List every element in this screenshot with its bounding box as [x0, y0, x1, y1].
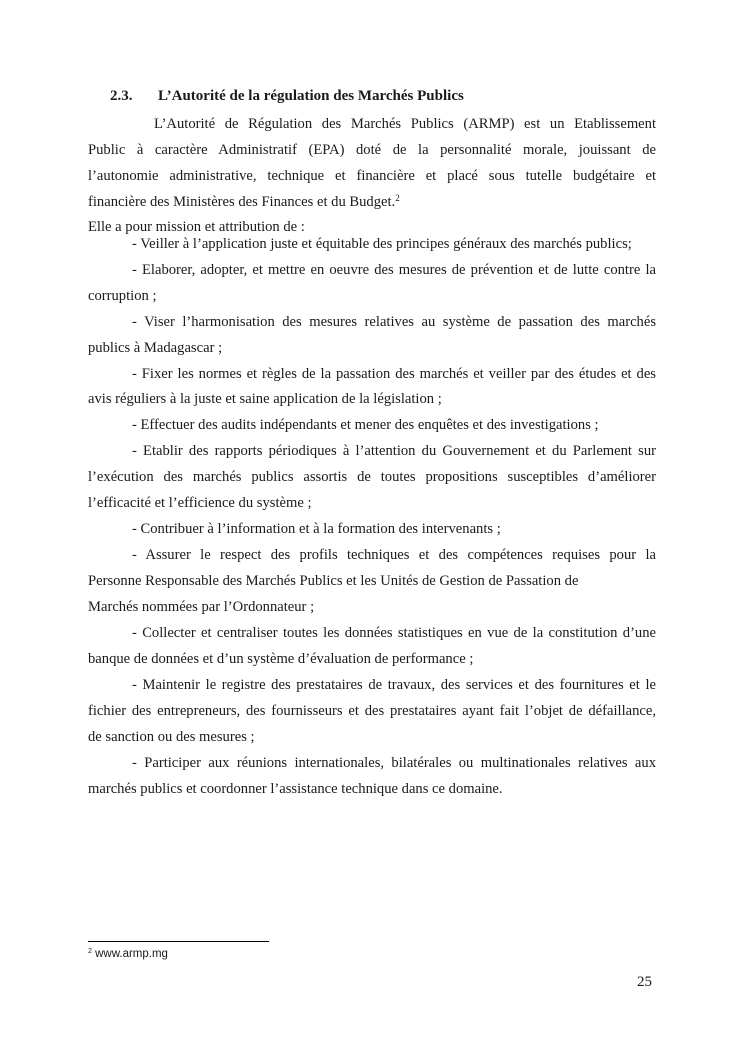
list-item-continuation: Marchés nommées par l’Ordonnateur ;: [88, 599, 315, 615]
paragraph-line-text: financière des Ministères des Finances et du Budget.: [88, 194, 396, 210]
paragraph-line: [88, 193, 400, 211]
list-item-continuation: Personne Responsable des Marchés Publics et les Unités de Gestion de Passation de: [88, 573, 579, 589]
list-item-continuation: fichier des entrepreneurs, des fournisseurs et des prestataires ayant fait l’objet de défaillance,: [88, 703, 656, 719]
list-item-continuation: l’exécution des marchés publics assortis de toutes propositions susceptibles d’améliorer: [88, 469, 656, 485]
mission-intro: Elle a pour mission et attribution de :: [88, 219, 305, 235]
page-number: 25: [637, 974, 652, 990]
list-item: - Fixer les normes et règles de la passation des marchés et veiller par des études et des: [132, 366, 656, 382]
list-item: - Collecter et centraliser toutes les données statistiques en vue de la constitution d’une: [132, 625, 656, 641]
list-item-continuation: l’efficacité et l’efficience du système ;: [88, 495, 312, 511]
list-item-continuation: publics à Madagascar ;: [88, 340, 223, 356]
paragraph-line: l’autonomie administrative, technique et financière et placé sous tutelle budgétaire et: [88, 168, 656, 184]
list-item: - Elaborer, adopter, et mettre en oeuvre des mesures de prévention et de lutte contre la: [132, 262, 656, 278]
section-heading: [110, 88, 464, 105]
paragraph-line: Public à caractère Administratif (EPA) doté de la personnalité morale, jouissant de: [88, 142, 656, 158]
list-item: - Participer aux réunions internationales, bilatérales ou multinationales relatives aux: [132, 755, 656, 771]
footnote-link[interactable]: www.armp.mg: [95, 948, 168, 960]
list-item: - Viser l’harmonisation des mesures relatives au système de passation des marchés: [132, 314, 656, 330]
list-item: - Veiller à l’application juste et équitable des principes généraux des marchés publics;: [132, 236, 632, 252]
list-item-continuation: marchés publics et coordonner l’assistance technique dans ce domaine.: [88, 781, 503, 797]
list-item: - Assurer le respect des profils techniques et des compétences requises pour la: [132, 547, 656, 563]
list-item-continuation: avis réguliers à la juste et saine application de la législation ;: [88, 391, 442, 407]
list-item-continuation: de sanction ou des mesures ;: [88, 729, 255, 745]
footnote-divider: [88, 941, 269, 942]
paragraph-line: L’Autorité de Régulation des Marchés Publics (ARMP) est un Etablissement: [154, 116, 656, 132]
footnote: [88, 948, 168, 960]
list-item: - Etablir des rapports périodiques à l’attention du Gouvernement et du Parlement sur: [132, 443, 656, 459]
list-item: - Maintenir le registre des prestataires de travaux, des services et des fournitures et le: [132, 677, 656, 693]
list-item-continuation: banque de données et d’un système d’évaluation de performance ;: [88, 651, 474, 667]
section-number: 2.3.: [110, 88, 133, 104]
footnote-reference[interactable]: 2: [395, 193, 400, 203]
list-item: - Effectuer des audits indépendants et mener des enquêtes et des investigations ;: [132, 417, 599, 433]
section-title: L’Autorité de la régulation des Marchés Publics: [158, 88, 464, 104]
footnote-mark: 2: [88, 948, 92, 955]
list-item: - Contribuer à l’information et à la formation des intervenants ;: [132, 521, 501, 537]
list-item-continuation: corruption ;: [88, 288, 157, 304]
